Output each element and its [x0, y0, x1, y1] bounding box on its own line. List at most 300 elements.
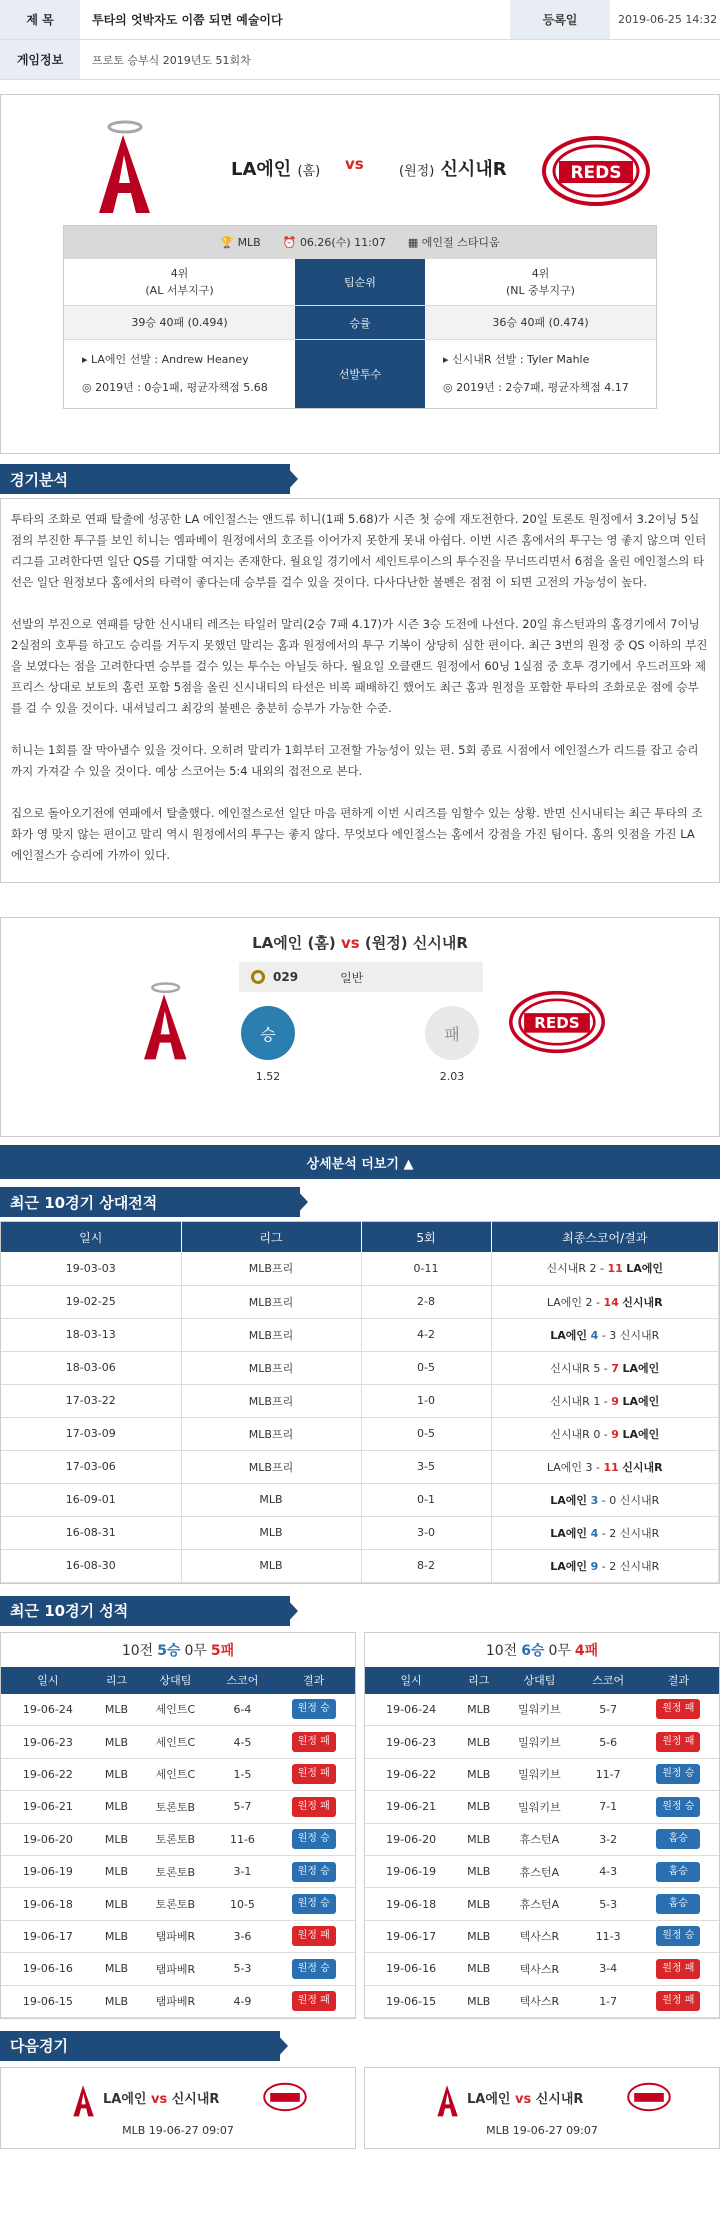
cell-date: 19-02-25 — [1, 1285, 181, 1318]
table-row — [1, 1694, 355, 1726]
table-row — [365, 1888, 719, 1920]
recent-away-panel — [364, 1632, 720, 2019]
away-team: 신시내R — [550, 1361, 590, 1375]
cell-score: 4-9 — [213, 1985, 273, 2017]
cell-date: 19-06-24 — [1, 1694, 95, 1726]
home-score: 14 — [603, 1295, 619, 1309]
cell-result — [272, 1726, 355, 1758]
cell-league: MLB — [457, 1985, 500, 2017]
vs-label: vs — [345, 155, 364, 173]
home-score: 9 — [611, 1427, 619, 1441]
cell-league: MLB — [95, 1920, 139, 1952]
table-row — [1, 1483, 719, 1516]
home-team: 신시내R — [622, 1460, 663, 1474]
cell-league: MLB프리 — [181, 1318, 361, 1351]
cell-score: 1-7 — [579, 1985, 638, 2017]
cell-final: LA에인 3 - 11 신시내R — [491, 1450, 719, 1483]
col-league: 리그 — [181, 1222, 361, 1252]
home-score: 11 — [607, 1262, 623, 1276]
home-team: 신시내R — [619, 1526, 660, 1540]
table-row — [365, 1953, 719, 1985]
away-team: LA에인 — [546, 1295, 583, 1309]
cell-opponent: 토론토B — [138, 1823, 212, 1855]
pred-type: 일반 — [340, 970, 364, 985]
cell-score: 7-1 — [579, 1791, 638, 1823]
cell-league: MLB — [95, 1823, 139, 1855]
table-row — [365, 1985, 719, 2017]
away-score: 4 — [590, 1328, 599, 1342]
cell-opponent: 밀워키브 — [500, 1758, 579, 1790]
cell-result — [272, 1694, 355, 1726]
cell-result — [272, 1953, 355, 1985]
cell-score: 4-3 — [579, 1855, 638, 1887]
cell-result — [638, 1888, 719, 1920]
cell-final: 신시내R 0 - 9 LA에인 — [491, 1417, 719, 1450]
away-division: (NL 중부지구) — [506, 284, 575, 297]
h2h-title: 최근 10경기 상대전적 — [10, 1193, 158, 1212]
pred-home: LA에인 — [252, 934, 303, 952]
cell-date: 19-06-21 — [365, 1791, 457, 1823]
home-team: 신시내R — [619, 1328, 660, 1342]
away-team: LA에인 — [550, 1526, 588, 1540]
cell-date: 19-06-20 — [1, 1823, 95, 1855]
col-date: 일시 — [1, 1222, 181, 1252]
home-wins: 5승 — [157, 1642, 181, 1659]
ball-icon — [251, 970, 265, 984]
home-draws: 0무 — [184, 1642, 207, 1659]
cell-final: 신시내R 2 - 11 LA에인 — [491, 1252, 719, 1285]
result-badge: 원정 승 — [656, 1926, 700, 1946]
cell-league: MLB프리 — [181, 1384, 361, 1417]
cell-result — [272, 1920, 355, 1952]
cell-5inning: 0-5 — [361, 1351, 491, 1384]
cell-date: 19-06-23 — [1, 1726, 95, 1758]
match-overview — [0, 94, 720, 454]
cell-league: MLB — [457, 1953, 500, 1985]
cell-date: 16-08-30 — [1, 1549, 181, 1582]
angels-logo-icon — [93, 117, 153, 217]
cell-score: 3-2 — [579, 1823, 638, 1855]
cell-date: 17-03-22 — [1, 1384, 181, 1417]
reds-logo-icon — [507, 990, 607, 1054]
stadium-icon: ▦ — [407, 236, 419, 249]
cell-league: MLB — [457, 1726, 500, 1758]
col-header: 상대팀 — [138, 1667, 212, 1694]
next-section-bar — [0, 2031, 280, 2061]
cell-date: 19-06-22 — [365, 1758, 457, 1790]
recent-tables — [0, 1632, 720, 2019]
cell-date: 16-08-31 — [1, 1516, 181, 1549]
cell-final: LA에인 4 - 2 신시내R — [491, 1516, 719, 1549]
cell-final: 신시내R 5 - 7 LA에인 — [491, 1351, 719, 1384]
away-score: 4 — [590, 1526, 599, 1540]
svg-text:REDS: REDS — [534, 1014, 580, 1033]
cell-opponent: 밀워키브 — [500, 1694, 579, 1726]
table-row — [365, 1855, 719, 1887]
cell-opponent: 텍사스R — [500, 1953, 579, 1985]
next-info: MLB 19-06-27 09:07 — [122, 2123, 234, 2137]
result-badge: 원정 패 — [656, 1699, 700, 1719]
away-team: 신시내R — [546, 1262, 586, 1276]
away-score: 3 — [585, 1460, 593, 1474]
home-rank: 4위 — [170, 267, 189, 280]
cell-league: MLB프리 — [181, 1417, 361, 1450]
cell-date: 19-06-21 — [1, 1791, 95, 1823]
pred-away-tag: (원정) — [364, 934, 408, 952]
title-key: 제 목 — [0, 0, 80, 39]
cell-date: 17-03-09 — [1, 1417, 181, 1450]
angels-logo-icon — [435, 2078, 459, 2118]
result-badge: 홈승 — [656, 1862, 700, 1882]
cell-score: 11-3 — [579, 1920, 638, 1952]
table-row — [1, 1549, 719, 1582]
cell-league: MLB — [181, 1516, 361, 1549]
cell-date: 19-06-17 — [365, 1920, 457, 1952]
col-header: 상대팀 — [500, 1667, 579, 1694]
row-label-rank: 팀순위 — [295, 259, 425, 305]
col-5inning: 5회 — [361, 1222, 491, 1252]
row-label-winrate: 승률 — [295, 306, 425, 339]
table-row — [365, 1694, 719, 1726]
table-row — [365, 1920, 719, 1952]
away-score: 2 — [589, 1262, 597, 1276]
home-tag: (홈) — [297, 164, 321, 179]
result-badge: 원정 승 — [656, 1797, 700, 1817]
home-team: 신시내R — [622, 1295, 663, 1309]
post-title: 투타의 엇박자도 이쯤 되면 예술이다 — [92, 13, 283, 27]
analysis-text — [0, 498, 720, 883]
result-badge: 원정 패 — [292, 1732, 336, 1752]
table-row — [1, 1351, 719, 1384]
away-tag: (원정) — [399, 164, 435, 179]
cell-5inning: 0-11 — [361, 1252, 491, 1285]
cell-league: MLB프리 — [181, 1285, 361, 1318]
cell-result — [272, 1985, 355, 2017]
table-row — [1, 1920, 355, 1952]
cell-date: 19-06-17 — [1, 1920, 95, 1952]
cell-score: 1-5 — [213, 1758, 273, 1790]
svg-text:REDS: REDS — [570, 163, 622, 183]
cell-date: 19-06-16 — [365, 1953, 457, 1985]
win-pick-button[interactable]: 승 — [241, 1006, 295, 1060]
cell-final: LA에인 4 - 3 신시내R — [491, 1318, 719, 1351]
game-key: 게임정보 — [0, 40, 80, 79]
cell-date: 19-06-23 — [365, 1726, 457, 1758]
col-header: 결과 — [638, 1667, 719, 1694]
away-draws: 0무 — [548, 1642, 571, 1659]
recent-home-panel — [0, 1632, 356, 2019]
result-badge: 원정 패 — [292, 1926, 336, 1946]
row-label-starter: 선발투수 — [295, 340, 425, 408]
cell-league: MLB — [457, 1888, 500, 1920]
home-team: LA에인 — [622, 1394, 660, 1408]
cell-opponent: 세인트C — [138, 1694, 212, 1726]
detail-more-button[interactable]: 상세분석 더보기 ▲ — [0, 1145, 720, 1179]
trophy-icon: 🏆 — [220, 235, 235, 249]
away-score: 5 — [593, 1361, 601, 1375]
cell-result — [272, 1888, 355, 1920]
cell-opponent: 세인트C — [138, 1758, 212, 1790]
col-final: 최종스코어/결과 — [491, 1222, 719, 1252]
home-team: LA에인 — [622, 1361, 660, 1375]
reds-logo-icon — [263, 2082, 307, 2112]
home-score: 7 — [611, 1361, 619, 1375]
cell-date: 19-06-16 — [1, 1953, 95, 1985]
away-score: 2 — [585, 1295, 593, 1309]
cell-league: MLB — [457, 1694, 500, 1726]
chevron-right-icon — [250, 1596, 310, 1626]
next-home: LA에인 — [467, 2091, 511, 2107]
cell-date: 19-06-18 — [365, 1888, 457, 1920]
pred-game-row — [239, 962, 483, 992]
cell-opponent: 휴스턴A — [500, 1855, 579, 1887]
table-row — [1, 1953, 355, 1985]
away-team: LA에인 — [550, 1493, 588, 1507]
result-badge: 원정 승 — [292, 1894, 336, 1914]
home-team: 신시내R — [619, 1493, 660, 1507]
next-game-card[interactable] — [0, 2067, 356, 2149]
result-badge: 원정 승 — [292, 1829, 336, 1849]
cell-league: MLB — [181, 1549, 361, 1582]
cell-5inning: 1-0 — [361, 1384, 491, 1417]
away-starter-stats: ◎ 2019년 : 2승7패, 평균자책점 4.17 — [443, 381, 629, 394]
cell-opponent: 탬파베R — [138, 1920, 212, 1952]
reg-date: 2019-06-25 14:32 — [618, 13, 718, 26]
away-team: 신시내R — [550, 1394, 590, 1408]
cell-5inning: 4-2 — [361, 1318, 491, 1351]
away-score: 9 — [590, 1559, 599, 1573]
table-row — [1, 1758, 355, 1790]
cell-final: LA에인 9 - 2 신시내R — [491, 1549, 719, 1582]
cell-score: 4-5 — [213, 1726, 273, 1758]
cell-result — [272, 1855, 355, 1887]
cell-opponent: 탬파베R — [138, 1985, 212, 2017]
col-header: 일시 — [365, 1667, 457, 1694]
result-badge: 원정 승 — [656, 1764, 700, 1784]
cell-league: MLB — [95, 1726, 139, 1758]
recent-section-bar — [0, 1596, 290, 1626]
analysis-section-bar — [0, 464, 290, 494]
cell-score: 5-6 — [579, 1726, 638, 1758]
next-away: 신시내R — [535, 2091, 584, 2107]
home-score: 0 — [609, 1493, 617, 1507]
cell-result — [638, 1855, 719, 1887]
cell-opponent: 밀워키브 — [500, 1791, 579, 1823]
cell-league: MLB — [457, 1823, 500, 1855]
league-name: MLB — [237, 235, 261, 249]
away-wins: 6승 — [521, 1642, 545, 1659]
away-team: LA에인 — [546, 1460, 583, 1474]
home-division: (AL 서부지구) — [145, 284, 214, 297]
game-info: 프로토 승부식 2019년도 51회차 — [92, 53, 251, 67]
recent-title: 최근 10경기 성적 — [10, 1602, 129, 1620]
cell-date: 16-09-01 — [1, 1483, 181, 1516]
cell-5inning: 3-0 — [361, 1516, 491, 1549]
away-score: 1 — [593, 1394, 601, 1408]
pred-game-num: 029 — [273, 970, 299, 984]
cell-score: 5-3 — [213, 1953, 273, 1985]
table-row — [1, 1285, 719, 1318]
cell-final: LA에인 2 - 14 신시내R — [491, 1285, 719, 1318]
col-header: 일시 — [1, 1667, 95, 1694]
cell-league: MLB — [95, 1791, 139, 1823]
next-vs: vs — [515, 2091, 532, 2107]
cell-result — [272, 1758, 355, 1790]
cell-league: MLB — [457, 1855, 500, 1887]
cell-league: MLB — [181, 1483, 361, 1516]
cell-opponent: 휴스턴A — [500, 1823, 579, 1855]
col-header: 리그 — [95, 1667, 139, 1694]
home-starter-stats: ◎ 2019년 : 0승1패, 평균자책점 5.68 — [82, 381, 268, 394]
home-score: 2 — [609, 1559, 617, 1573]
home-score: 9 — [611, 1394, 619, 1408]
prediction-panel — [0, 917, 720, 1137]
reds-logo-icon — [627, 2082, 671, 2112]
next-home: LA에인 — [103, 2091, 147, 2107]
result-badge: 원정 패 — [292, 1764, 336, 1784]
cell-date: 19-06-22 — [1, 1758, 95, 1790]
cell-date: 19-06-19 — [365, 1855, 457, 1887]
table-row — [365, 1758, 719, 1790]
cell-score: 3-4 — [579, 1953, 638, 1985]
pred-home-tag: (홈) — [307, 934, 336, 952]
match-info-table — [63, 225, 657, 409]
col-header: 스코어 — [579, 1667, 638, 1694]
stadium-name: 에인절 스타디움 — [421, 236, 500, 249]
cell-date: 19-06-15 — [365, 1985, 457, 2017]
cell-league: MLB — [95, 1855, 139, 1887]
cell-5inning: 8-2 — [361, 1549, 491, 1582]
home-starter: ▸ LA에인 선발 : Andrew Heaney — [82, 353, 249, 366]
cell-league: MLB — [95, 1758, 139, 1790]
home-losses: 5패 — [210, 1642, 235, 1659]
cell-opponent: 탬파베R — [138, 1953, 212, 1985]
table-row — [1, 1985, 355, 2017]
cell-league: MLB — [95, 1953, 139, 1985]
away-team: 신시내R — [550, 1427, 590, 1441]
cell-score: 5-7 — [213, 1791, 273, 1823]
table-row — [1, 1252, 719, 1285]
info-header — [0, 0, 720, 80]
cell-final: LA에인 3 - 0 신시내R — [491, 1483, 719, 1516]
cell-score: 5-7 — [579, 1694, 638, 1726]
h2h-table — [1, 1222, 719, 1583]
away-games: 10전 — [485, 1642, 518, 1659]
col-header: 리그 — [457, 1667, 500, 1694]
home-team: 신시내R — [619, 1559, 660, 1573]
home-score: 2 — [609, 1526, 617, 1540]
table-row — [1, 1791, 355, 1823]
table-row — [365, 1791, 719, 1823]
cell-result — [272, 1823, 355, 1855]
cell-result — [272, 1791, 355, 1823]
h2h-section-bar — [0, 1187, 300, 1217]
loss-pick-button[interactable]: 패 — [425, 1006, 479, 1060]
cell-league: MLB프리 — [181, 1450, 361, 1483]
cell-date: 17-03-06 — [1, 1450, 181, 1483]
clock-icon: ⏰ — [282, 236, 297, 249]
result-badge: 원정 승 — [292, 1699, 336, 1719]
cell-score: 11-7 — [579, 1758, 638, 1790]
analysis-paragraph: 투타의 조화로 연패 탈출에 성공한 LA 에인절스는 앤드류 히니(1패 5.68)가 시즌 첫 승에 재도전한다. 20일 토론토 원정에서 3.2이닝 5실점의 부진한 투구를 보인 히니는 엠파베이 원정에서의 호조를 이어가지 못한게 못내 아쉽다. 이번 시즌 홈에서의 투구는 영 좋지 않으며 인터리그를 고려한다면 일단 QS를 기대할 여지는 존재한다. 월요일 경기에서 세인트루이스의 투수진을 무너뜨리면서 6점을 올린 에인절스의 타선은 일단 원정보다 홈에서의 타력이 좋다는데 승부를 걸수 있을 것이다. 다사다난한 불펜은 점점 이 되면 고전의 가능성이 높다. — [11, 512, 707, 589]
h2h-table-wrap — [0, 1221, 720, 1584]
result-badge: 원정 패 — [292, 1991, 336, 2011]
result-badge: 원정 패 — [292, 1797, 336, 1817]
table-row — [1, 1823, 355, 1855]
home-team-name: LA에인 — [231, 159, 292, 180]
cell-league: MLB — [95, 1985, 139, 2017]
cell-date: 19-06-19 — [1, 1855, 95, 1887]
cell-score: 6-4 — [213, 1694, 273, 1726]
pred-away: 신시내R — [412, 934, 468, 952]
col-header: 결과 — [272, 1667, 355, 1694]
result-badge: 홈승 — [656, 1829, 700, 1849]
cell-opponent: 토론토B — [138, 1791, 212, 1823]
cell-league: MLB프리 — [181, 1351, 361, 1384]
away-team: LA에인 — [550, 1328, 588, 1342]
next-game-card[interactable] — [364, 2067, 720, 2149]
cell-date: 19-06-18 — [1, 1888, 95, 1920]
cell-5inning: 0-5 — [361, 1417, 491, 1450]
away-team-name: 신시내R — [440, 159, 507, 180]
home-games: 10전 — [121, 1642, 154, 1659]
cell-5inning: 2-8 — [361, 1285, 491, 1318]
odds-loss: 2.03 — [439, 1070, 465, 1083]
cell-final: 신시내R 1 - 9 LA에인 — [491, 1384, 719, 1417]
table-row — [1, 1726, 355, 1758]
table-row — [365, 1823, 719, 1855]
cell-league: MLB프리 — [181, 1252, 361, 1285]
cell-result — [638, 1791, 719, 1823]
analysis-paragraph: 히니는 1회를 잘 막아낼수 있을 것이다. 오히려 말리가 1회부터 고전할 가능성이 있는 편. 5회 종료 시점에서 에인절스가 리드를 잡고 승리까지 가져갈 수 있을 것이다. 예상 스코어는 5:4 내외의 접전으로 본다. — [11, 743, 699, 778]
cell-date: 18-03-13 — [1, 1318, 181, 1351]
cell-result — [638, 1823, 719, 1855]
cell-opponent: 세인트C — [138, 1726, 212, 1758]
angels-logo-icon — [71, 2078, 95, 2118]
table-row — [1, 1888, 355, 1920]
cell-opponent: 텍사스R — [500, 1985, 579, 2017]
result-badge: 원정 패 — [656, 1732, 700, 1752]
odds-win: 1.52 — [255, 1070, 281, 1083]
home-score: 3 — [609, 1328, 617, 1342]
table-row — [1, 1855, 355, 1887]
cell-league: MLB — [457, 1791, 500, 1823]
table-row — [365, 1726, 719, 1758]
cell-opponent: 토론토B — [138, 1855, 212, 1887]
result-badge: 원정 패 — [656, 1959, 700, 1979]
cell-opponent: 텍사스R — [500, 1920, 579, 1952]
col-header: 스코어 — [213, 1667, 273, 1694]
next-vs: vs — [151, 2091, 168, 2107]
result-badge: 원정 승 — [292, 1959, 336, 1979]
result-badge: 원정 승 — [292, 1862, 336, 1882]
result-badge: 원정 패 — [656, 1991, 700, 2011]
home-score: 11 — [603, 1460, 619, 1474]
away-record: 36승 40패 (0.474) — [492, 316, 589, 329]
chevron-right-icon — [240, 2031, 300, 2061]
next-info: MLB 19-06-27 09:07 — [486, 2123, 598, 2137]
cell-date: 19-06-20 — [365, 1823, 457, 1855]
cell-5inning: 0-1 — [361, 1483, 491, 1516]
cell-score: 5-3 — [579, 1888, 638, 1920]
table-row — [1, 1417, 719, 1450]
cell-score: 3-6 — [213, 1920, 273, 1952]
table-row — [1, 1516, 719, 1549]
cell-result — [638, 1953, 719, 1985]
away-score: 3 — [590, 1493, 599, 1507]
cell-league: MLB — [457, 1920, 500, 1952]
chevron-right-icon — [260, 1187, 320, 1217]
